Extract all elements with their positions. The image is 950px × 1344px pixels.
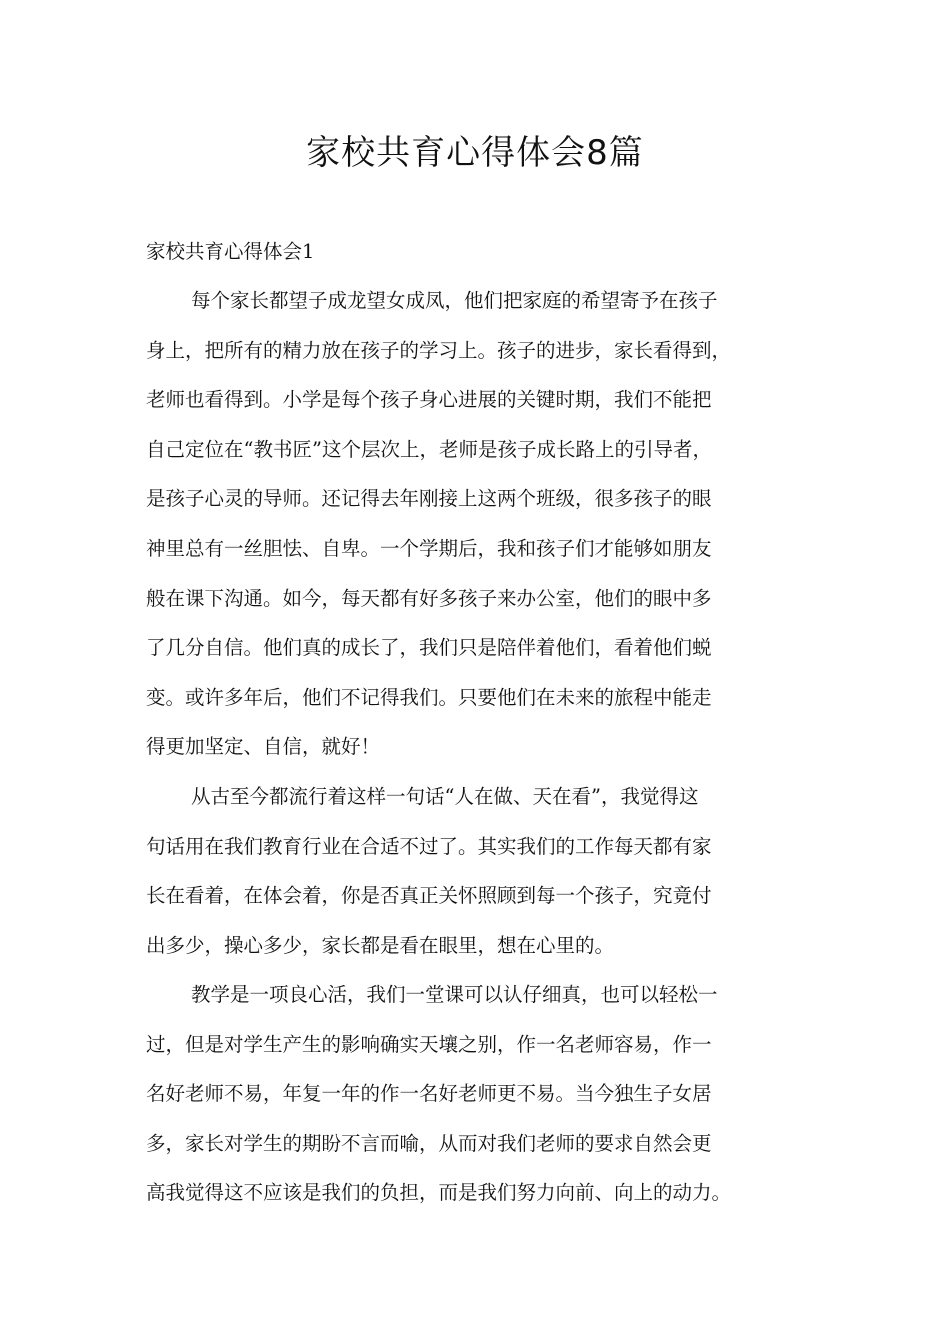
paragraph-3 xyxy=(146,970,826,1218)
text-line: 从古至今都流行着这样一句话“人在做、天在看”，我觉得这 xyxy=(191,785,699,808)
text-line: 教学是一项良心活，我们一堂课可以认仔细真，也可以轻松一 xyxy=(191,983,718,1006)
text-line: 身上，把所有的精力放在孩子的学习上。孩子的进步，家长看得到， xyxy=(146,338,732,362)
text-line: 名好老师不易，年复一年的作一名好老师更不易。当今独生子女居 xyxy=(146,1082,712,1106)
paragraph-1 xyxy=(146,276,826,772)
text-line: 般在课下沟通。如今，每天都有好多孩子来办公室，他们的眼中多 xyxy=(146,586,712,610)
text-line: 高我觉得这不应该是我们的负担，而是我们努力向前、向上的动力。 xyxy=(146,1181,732,1205)
text-line: 老师也看得到。小学是每个孩子身心进展的关键时期，我们不能把 xyxy=(146,388,712,412)
text-line: 得更加坚定、自信，就好！ xyxy=(146,735,381,759)
text-line: 变。或许多年后，他们不记得我们。只要他们在未来的旅程中能走 xyxy=(146,685,712,709)
text-line: 神里总有一丝胆怯、自卑。一个学期后，我和孩子们才能够如朋友 xyxy=(146,536,712,560)
text-line: 了几分自信。他们真的成长了，我们只是陪伴着他们，看着他们蜕 xyxy=(146,636,712,660)
section-heading: 家校共育心得体会1 xyxy=(146,240,315,263)
text-line: 多，家长对学生的期盼不言而喻，从而对我们老师的要求自然会更 xyxy=(146,1131,712,1155)
text-line: 自己定位在“教书匠”这个层次上，老师是孩子成长路上的引导者， xyxy=(146,437,712,461)
text-line: 长在看着，在体会着，你是否真正关怀照顾到每一个孩子，究竟付 xyxy=(146,884,712,908)
text-line: 是孩子心灵的导师。还记得去年刚接上这两个班级，很多孩子的眼 xyxy=(146,487,712,511)
document-title: 家校共育心得体会8篇 xyxy=(306,133,644,173)
text-line: 过，但是对学生产生的影响确实天壤之别，作一名老师容易，作一 xyxy=(146,1032,712,1056)
paragraph-2 xyxy=(146,772,826,970)
text-line: 每个家长都望子成龙望女成凤，他们把家庭的希望寄予在孩子 xyxy=(191,289,718,312)
text-line: 出多少，操心多少，家长都是看在眼里，想在心里的。 xyxy=(146,933,615,957)
text-line: 句话用在我们教育行业在合适不过了。其实我们的工作每天都有家 xyxy=(146,834,712,858)
